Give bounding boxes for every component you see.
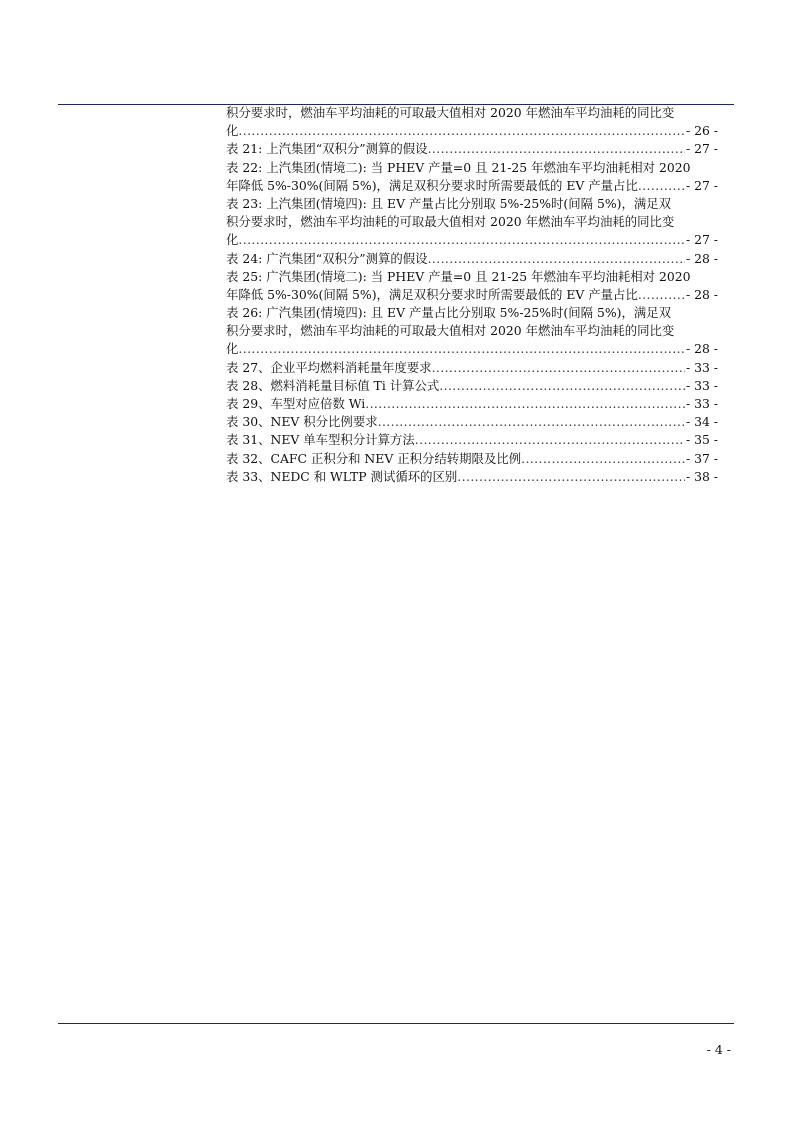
toc-entry-page: - 27 - [685,232,718,248]
toc-entry-page: - 33 - [685,377,718,393]
toc-entry-title: 表 30、NEV 积分比例要求 [226,414,378,430]
toc-entry-title: 表 27、企业平均燃料消耗量年度要求 [226,359,432,375]
dot-leader [415,431,685,449]
toc-entry[interactable] [226,468,718,486]
toc-entry-last-line [226,250,718,268]
toc-entry-last-line [226,177,718,195]
dot-leader [428,140,685,158]
toc-entry-page: - 27 - [685,177,718,193]
toc-entry[interactable] [226,359,718,377]
toc-entry-page: - 28 - [685,341,718,357]
table-of-contents [226,104,718,486]
dot-leader [638,286,685,304]
toc-entry[interactable] [226,159,718,195]
page-number: - 4 - [706,1042,731,1057]
toc-entry-text-line: 表 23: 上汽集团(情境四): 且 EV 产量占比分别取 5%-25%时(间隔 5%)，满足双 [226,195,672,211]
toc-entry-page: - 28 - [685,250,718,266]
dot-leader [457,468,685,486]
toc-entry-last-line [226,340,718,358]
toc-entry-title: 化 [226,341,239,357]
toc-entry-last-line [226,450,718,468]
dot-leader [378,413,685,431]
toc-entry-text-line: 表 25: 广汽集团(情境二): 当 PHEV 产量=0 且 21-25 年燃油车平均油耗相对 2020 [226,268,691,284]
toc-entry-title: 年降低 5%-30%(间隔 5%)，满足双积分要求时所需要最低的 EV 产量占比 [226,177,638,193]
toc-entry[interactable] [226,304,718,359]
toc-entry-title: 年降低 5%-30%(间隔 5%)，满足双积分要求时所需要最低的 EV 产量占比 [226,286,638,302]
toc-entry-title: 表 31、NEV 单车型积分计算方法 [226,432,415,448]
toc-entry-last-line [226,286,718,304]
toc-entry-title: 表 21: 上汽集团“双积分”测算的假设 [226,141,428,157]
toc-entry-text-line: 积分要求时，燃油车平均油耗的可取最大值相对 2020 年燃油车平均油耗的同比变 [226,105,675,120]
dot-leader [521,450,685,468]
dot-leader [428,250,685,268]
dot-leader [432,359,685,377]
toc-entry-last-line [226,231,718,249]
toc-entry[interactable] [226,450,718,468]
toc-entry-last-line [226,122,718,140]
toc-entry-title: 表 32、CAFC 正积分和 NEV 正积分结转期限及比例 [226,450,522,466]
toc-entry-last-line [226,431,718,449]
toc-entry-last-line [226,359,718,377]
toc-entry-title: 表 24: 广汽集团“双积分”测算的假设 [226,250,428,266]
dot-leader [238,122,685,140]
toc-entry-page: - 37 - [685,450,718,466]
toc-entry-page: - 26 - [685,123,718,139]
toc-entry-last-line [226,413,718,431]
toc-entry[interactable] [226,140,718,158]
toc-entry-last-line [226,140,718,158]
dot-leader [238,340,685,358]
toc-entry[interactable] [226,104,718,140]
toc-entry[interactable] [226,377,718,395]
toc-entry[interactable] [226,431,718,449]
toc-entry-text-line: 表 26: 广汽集团(情境四): 且 EV 产量占比分别取 5%-25%时(间隔 5%)，满足双 [226,305,672,321]
toc-entry-page: - 33 - [685,396,718,411]
toc-entry-text-line: 积分要求时，燃油车平均油耗的可取最大值相对 2020 年燃油车平均油耗的同比变 [226,214,675,230]
toc-entry[interactable] [226,268,718,304]
toc-entry[interactable] [226,195,718,250]
dot-leader [638,177,685,195]
toc-entry-page: - 38 - [685,468,718,484]
toc-entry-last-line [226,468,718,486]
toc-entry[interactable] [226,413,718,431]
toc-entry[interactable] [226,395,718,413]
toc-entry-last-line [226,377,718,395]
toc-entry-title: 表 33、NEDC 和 WLTP 测试循环的区别 [226,468,458,484]
toc-entry-title: 表 28、燃料消耗量目标值 Ti 计算公式 [226,377,440,393]
toc-entry-page: - 27 - [685,141,718,157]
dot-leader [439,377,685,395]
toc-entry-title: 化 [226,232,239,248]
dot-leader [365,395,685,413]
toc-entry-text-line: 积分要求时，燃油车平均油耗的可取最大值相对 2020 年燃油车平均油耗的同比变 [226,323,675,339]
toc-entry-page: - 28 - [685,286,718,302]
toc-entry-page: - 35 - [685,432,718,448]
toc-entry[interactable] [226,250,718,268]
toc-entry-title: 化 [226,123,239,139]
toc-entry-last-line [226,395,718,413]
toc-entry-page: - 34 - [685,414,718,430]
toc-entry-text-line: 表 22: 上汽集团(情境二): 当 PHEV 产量=0 且 21-25 年燃油车平均油耗相对 2020 [226,159,691,175]
dot-leader [238,231,685,249]
toc-entry-page: - 33 - [685,359,718,375]
footer-rule [58,1023,734,1024]
toc-entry-title: 表 29、车型对应倍数 Wi [226,396,366,411]
